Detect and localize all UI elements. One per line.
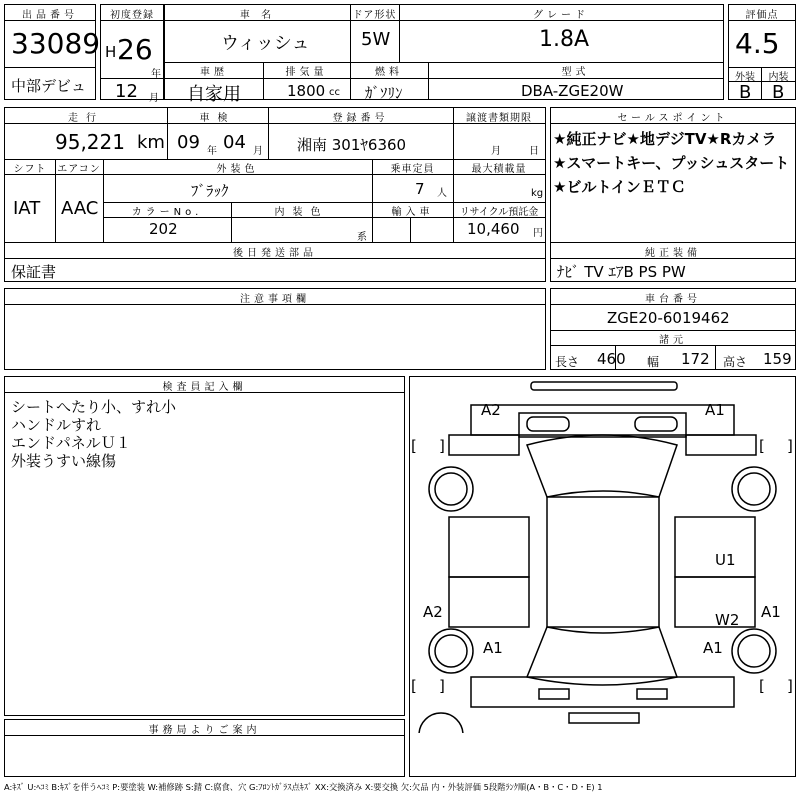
color-label: 外装色 [216, 164, 259, 175]
mark-left-rear-wheel: A1 [483, 639, 503, 657]
office-label: 事務局よりご案内 [148, 725, 261, 736]
sales-point-label: セールスポイント [617, 113, 729, 124]
shift-label: シフト [13, 164, 47, 175]
body-color: ﾌﾞﾗｯｸ [191, 182, 229, 200]
shift: IAT [13, 198, 41, 219]
load-label: 最大積載量 [471, 164, 527, 175]
history-label: 車歴 [200, 67, 228, 78]
length-label: 長さ [555, 355, 580, 369]
bracket-right-top-close: ] [787, 437, 793, 455]
interior-color-label: 内装色 [274, 207, 329, 218]
month-unit: 月 [149, 93, 159, 104]
equipment-box [550, 242, 796, 282]
first-reg-month: 12 [115, 81, 138, 102]
transfer-month-unit: 月 [491, 146, 501, 157]
details-box [4, 107, 546, 243]
legend: A:ｷｽﾞ U:ﾍｺﾐ B:ｷｽﾞを伴うﾍｺﾐ P:要塗装 W:補修跡 S:錆 C:腐食、穴 G:ﾌﾛﾝﾄｶﾞﾗｽ点ｷｽﾞ XX:交換済み X:要交換 欠:欠品 内・外装評価 5段階ﾗﾝｸ順(A・B・C・D・E) 1 [4, 782, 603, 792]
first-reg-year: 26 [117, 33, 153, 66]
transfer-deadline-label: 譲渡書類期限 [466, 113, 532, 124]
displacement-label: 排気量 [285, 67, 328, 78]
height: 159 [763, 350, 792, 368]
mileage-label: 走行 [68, 113, 104, 124]
sales-point-box [550, 107, 796, 243]
history: 自家用 [187, 84, 241, 105]
recycle-fee: 10,460 [467, 220, 520, 238]
recycle-unit: 円 [533, 228, 543, 239]
spec-label: 諸元 [659, 335, 687, 346]
width-label: 幅 [647, 355, 660, 369]
car-name-label: 車 名 [239, 10, 276, 21]
inspector-line-3: エンドパネルＵ１ [11, 434, 131, 452]
inspection-label: 車検 [199, 113, 236, 124]
exterior-label: 外装 [735, 72, 755, 83]
lot-number-label: 出品番号 [22, 10, 78, 21]
inspection-month-unit: 月 [253, 146, 263, 157]
first-registration-box [100, 4, 164, 104]
interior-label: 内装 [768, 72, 789, 83]
color-no: 202 [149, 220, 178, 238]
bracket-right-top-open: [ [759, 437, 765, 455]
model-label: 型式 [561, 67, 590, 78]
chassis-box [550, 288, 796, 370]
bracket-left-bottom-close: ] [439, 677, 445, 695]
inspection-year-unit: 年 [207, 146, 217, 157]
interior-grade: B [772, 82, 785, 103]
bracket-right-bottom-close: ] [787, 677, 793, 695]
mark-left-quarter: A2 [423, 603, 443, 621]
width: 172 [681, 350, 710, 368]
bracket-left-top-open: [ [411, 437, 417, 455]
cc-unit: cc [329, 87, 340, 98]
fuel-label: 燃料 [375, 67, 403, 78]
mark-front-right: A1 [705, 401, 725, 419]
later-parts-box [4, 242, 546, 282]
capacity-label: 乗車定員 [390, 164, 435, 175]
chassis-number: ZGE20-6019462 [607, 309, 730, 327]
bracket-left-top-close: ] [439, 437, 445, 455]
bracket-right-bottom-open: [ [759, 677, 765, 695]
score-box [728, 4, 796, 103]
office-box [4, 719, 405, 777]
lot-number-box [4, 4, 101, 100]
equipment-label: 純正装備 [645, 248, 701, 259]
load-unit: kg [531, 188, 544, 199]
capacity-unit: 人 [437, 188, 447, 199]
aircon: AAC [61, 198, 99, 219]
inspection-year: 09 [177, 132, 200, 153]
score-label: 評価点 [745, 10, 779, 21]
lot-number: 33089 [11, 27, 101, 60]
car-name: ウィッシュ [221, 33, 310, 54]
inspector-line-1: シートへたり小、すれ小 [11, 398, 177, 416]
mileage: 95,221 [55, 130, 125, 154]
inspector-label: 検査員記入欄 [162, 382, 247, 393]
aircon-label: エアコン [57, 164, 101, 175]
mark-front-left: A2 [481, 401, 501, 419]
era: H [105, 43, 117, 61]
mark-right-quarter: A1 [761, 603, 781, 621]
height-label: 高さ [723, 355, 748, 369]
registration-number: 湘南 301ﾔ6360 [297, 136, 407, 154]
mark-right-rear-door: W2 [715, 611, 740, 629]
later-parts-label: 後日発送部品 [233, 248, 317, 259]
transfer-day-unit: 日 [529, 146, 539, 157]
inspector-line-4: 外装うすい線傷 [11, 452, 117, 470]
inspection-month: 04 [223, 132, 246, 153]
debut-text: 中部デビュ [11, 77, 87, 95]
color-no-label: カラーNo. [131, 207, 203, 218]
grade-label: グレード [533, 10, 589, 21]
registration-label: 登録番号 [332, 113, 389, 124]
equipment: ﾅﾋﾞ TV ｴｱB PS PW [557, 263, 686, 281]
inspector-box [4, 376, 405, 716]
sales-point-2: ★スマートキー、プッシュスタート [553, 154, 790, 172]
sales-point-3: ★ビルトインＥＴＣ [553, 178, 686, 196]
chassis-label: 車台番号 [645, 294, 701, 305]
interior-color-unit: 系 [357, 232, 367, 243]
door-label: ドア形状 [352, 10, 397, 21]
mark-right-door: U1 [715, 551, 736, 569]
import-label: 輸入車 [391, 207, 434, 218]
exterior-grade: B [739, 82, 752, 103]
mileage-unit: km [137, 132, 165, 153]
score: 4.5 [735, 27, 780, 60]
grade: 1.8A [539, 27, 590, 52]
car-diagram [409, 377, 796, 733]
fuel: ｶﾞｿﾘﾝ [365, 84, 403, 102]
door-type: 5W [361, 29, 391, 50]
sales-point-1: ★純正ナビ★地デジTV★Rカメラ [553, 130, 777, 148]
recycle-label: リサイクル預託金 [459, 207, 539, 218]
length: 460 [597, 350, 626, 368]
later-parts: 保証書 [11, 263, 57, 281]
caution-label: 注意事項欄 [240, 294, 310, 305]
bracket-left-bottom-open: [ [411, 677, 417, 695]
mark-right-rear-wheel: A1 [703, 639, 723, 657]
first-registration-label: 初度登録 [110, 10, 154, 21]
displacement: 1800 [287, 82, 326, 100]
inspector-line-2: ハンドルすれ [11, 416, 102, 434]
model: DBA-ZGE20W [521, 82, 624, 100]
capacity: 7 [415, 180, 425, 198]
main-info-box [164, 4, 724, 105]
caution-box [4, 288, 546, 370]
year-unit: 年 [151, 69, 161, 80]
